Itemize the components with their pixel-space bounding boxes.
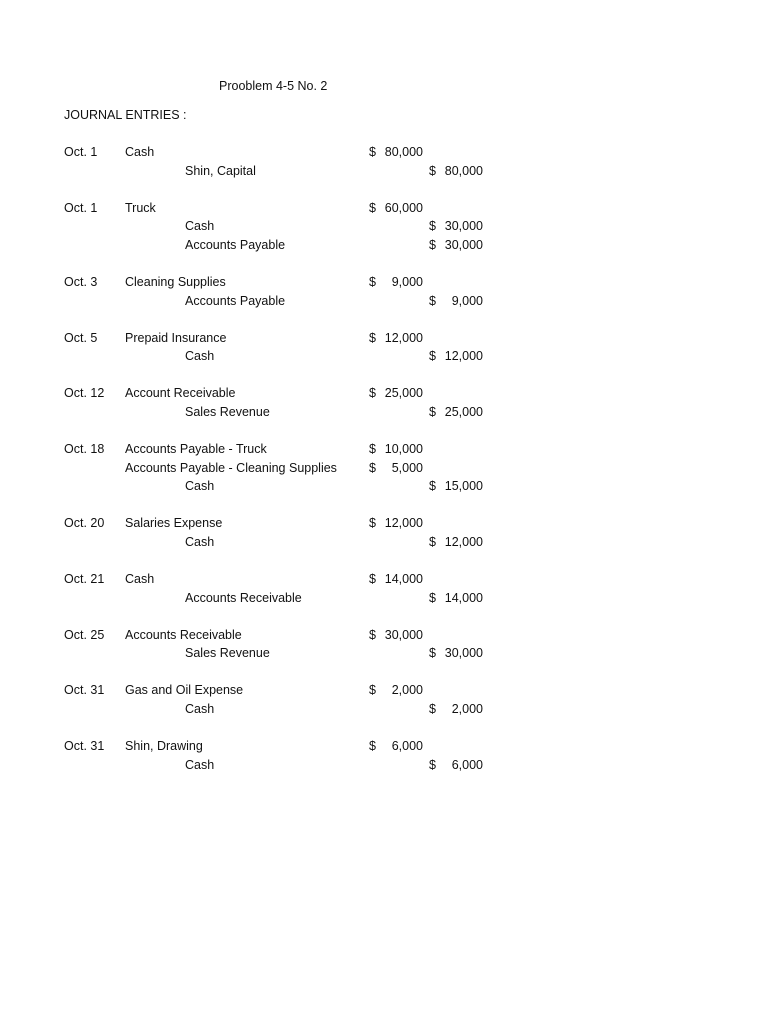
- credit-line: [0, 535, 768, 554]
- currency-symbol: $: [429, 293, 436, 308]
- debit-account: Cash: [125, 572, 155, 586]
- credit-account: Cash: [185, 219, 215, 234]
- entry-date: Oct. 21: [64, 572, 105, 586]
- currency-symbol: $: [369, 386, 376, 401]
- currency-symbol: $: [369, 460, 376, 475]
- debit-amount: [369, 386, 423, 400]
- currency-symbol: $: [369, 200, 376, 215]
- amount-value: 12,000: [444, 349, 483, 364]
- amount-value: 15,000: [444, 479, 483, 494]
- debit-account: Account Receivable: [125, 386, 236, 401]
- amount-value: 2,000: [451, 701, 483, 716]
- currency-symbol: $: [429, 479, 436, 494]
- amount-value: 10,000: [384, 442, 423, 457]
- credit-amount: [429, 479, 483, 493]
- page-title: Prooblem 4-5 No. 2: [219, 79, 328, 93]
- journal-entry: [0, 331, 768, 368]
- credit-line: [0, 219, 768, 238]
- journal-entry: [0, 442, 768, 498]
- journal-entry: [0, 572, 768, 609]
- debit-account: Cleaning Supplies: [125, 274, 226, 289]
- debit-line: [0, 442, 768, 461]
- debit-line: [0, 331, 768, 350]
- currency-symbol: $: [369, 442, 376, 457]
- debit-line: [0, 739, 768, 758]
- amount-value: 9,000: [451, 293, 483, 308]
- debit-amount: [369, 572, 423, 586]
- credit-amount: [429, 219, 483, 233]
- currency-symbol: $: [429, 701, 436, 716]
- amount-value: 12,000: [384, 516, 423, 531]
- amount-value: 2,000: [391, 683, 423, 698]
- amount-value: 60,000: [384, 200, 423, 215]
- credit-account: Accounts Payable: [185, 293, 286, 308]
- credit-line: [0, 646, 768, 665]
- debit-line: [0, 275, 768, 294]
- amount-value: 25,000: [444, 404, 483, 419]
- debit-account: Accounts Payable - Cleaning Supplies: [125, 460, 337, 475]
- amount-value: 12,000: [384, 330, 423, 345]
- credit-line: [0, 758, 768, 777]
- currency-symbol: $: [369, 516, 376, 531]
- currency-symbol: $: [429, 219, 436, 234]
- credit-line: [0, 405, 768, 424]
- debit-account: Truck: [125, 200, 156, 215]
- credit-account: Cash: [185, 534, 215, 549]
- debit-amount: [369, 201, 423, 215]
- credit-amount: [429, 646, 483, 660]
- journal-entry: [0, 628, 768, 665]
- currency-symbol: $: [369, 739, 376, 754]
- credit-line: [0, 294, 768, 313]
- credit-line: [0, 702, 768, 721]
- amount-value: 9,000: [391, 274, 423, 289]
- currency-symbol: $: [429, 349, 436, 364]
- journal-entries-list: [0, 145, 768, 795]
- journal-entry: [0, 739, 768, 776]
- amount-value: 25,000: [384, 386, 423, 401]
- credit-line: [0, 479, 768, 498]
- credit-amount: [429, 294, 483, 308]
- debit-account: Prepaid Insurance: [125, 330, 227, 345]
- entry-date: Oct. 1: [64, 200, 98, 215]
- amount-value: 30,000: [444, 646, 483, 661]
- currency-symbol: $: [429, 163, 436, 178]
- debit-amount: [369, 683, 423, 697]
- currency-symbol: $: [369, 330, 376, 345]
- debit-line: [0, 572, 768, 591]
- debit-account: Accounts Receivable: [125, 627, 242, 642]
- credit-line: [0, 164, 768, 183]
- debit-amount: [369, 739, 423, 753]
- debit-line: [0, 516, 768, 535]
- credit-account: Accounts Payable: [185, 237, 286, 252]
- debit-amount: [369, 516, 423, 530]
- entry-date: Oct. 3: [64, 274, 98, 289]
- credit-account: Cash: [185, 479, 215, 494]
- journal-entry: [0, 201, 768, 257]
- entry-date: Oct. 18: [64, 442, 105, 457]
- entry-date: Oct. 25: [64, 627, 105, 642]
- currency-symbol: $: [369, 572, 376, 586]
- debit-line: [0, 145, 768, 164]
- debit-line: [0, 628, 768, 647]
- credit-account: Sales Revenue: [185, 404, 270, 419]
- debit-amount: [369, 145, 423, 159]
- credit-account: Cash: [185, 757, 215, 772]
- entry-date: Oct. 31: [64, 739, 105, 754]
- credit-amount: [429, 758, 483, 772]
- debit-amount: [369, 442, 423, 456]
- credit-amount: [429, 591, 483, 605]
- credit-line: [0, 591, 768, 610]
- amount-value: 12,000: [444, 534, 483, 549]
- amount-value: 6,000: [391, 739, 423, 754]
- entry-date: Oct. 31: [64, 683, 105, 698]
- currency-symbol: $: [369, 683, 376, 698]
- currency-symbol: $: [369, 145, 376, 159]
- debit-account: Salaries Expense: [125, 516, 223, 531]
- currency-symbol: $: [369, 274, 376, 289]
- credit-account: Shin, Capital: [185, 163, 256, 178]
- amount-value: 14,000: [384, 572, 423, 586]
- entry-date: Oct. 12: [64, 386, 105, 401]
- debit-amount: [369, 275, 423, 289]
- journal-entry: [0, 516, 768, 553]
- debit-line: [0, 461, 768, 480]
- credit-account: Sales Revenue: [185, 646, 270, 661]
- journal-entry: [0, 386, 768, 423]
- currency-symbol: $: [369, 627, 376, 642]
- amount-value: 6,000: [451, 757, 483, 772]
- debit-amount: [369, 461, 423, 475]
- debit-account: Accounts Payable - Truck: [125, 442, 267, 457]
- amount-value: 80,000: [444, 163, 483, 178]
- amount-value: 80,000: [384, 145, 423, 159]
- journal-entries-heading: JOURNAL ENTRIES :: [64, 108, 187, 122]
- credit-amount: [429, 349, 483, 363]
- amount-value: 30,000: [384, 627, 423, 642]
- currency-symbol: $: [429, 757, 436, 772]
- debit-amount: [369, 628, 423, 642]
- debit-account: Cash: [125, 145, 155, 159]
- credit-amount: [429, 238, 483, 252]
- entry-date: Oct. 1: [64, 145, 98, 159]
- currency-symbol: $: [429, 237, 436, 252]
- debit-line: [0, 201, 768, 220]
- currency-symbol: $: [429, 534, 436, 549]
- debit-line: [0, 683, 768, 702]
- currency-symbol: $: [429, 590, 436, 605]
- credit-line: [0, 349, 768, 368]
- journal-entry: [0, 275, 768, 312]
- journal-entry: [0, 145, 768, 182]
- journal-entry: [0, 683, 768, 720]
- credit-account: Accounts Receivable: [185, 590, 302, 605]
- credit-amount: [429, 164, 483, 178]
- currency-symbol: $: [429, 404, 436, 419]
- credit-account: Cash: [185, 701, 215, 716]
- debit-line: [0, 386, 768, 405]
- amount-value: 30,000: [444, 219, 483, 234]
- entry-date: Oct. 20: [64, 516, 105, 531]
- currency-symbol: $: [429, 646, 436, 661]
- amount-value: 30,000: [444, 237, 483, 252]
- debit-amount: [369, 331, 423, 345]
- credit-amount: [429, 702, 483, 716]
- credit-line: [0, 238, 768, 257]
- debit-account: Shin, Drawing: [125, 739, 203, 754]
- debit-account: Gas and Oil Expense: [125, 683, 244, 698]
- credit-amount: [429, 535, 483, 549]
- amount-value: 5,000: [391, 460, 423, 475]
- amount-value: 14,000: [444, 590, 483, 605]
- entry-date: Oct. 5: [64, 330, 98, 345]
- credit-amount: [429, 405, 483, 419]
- credit-account: Cash: [185, 349, 215, 364]
